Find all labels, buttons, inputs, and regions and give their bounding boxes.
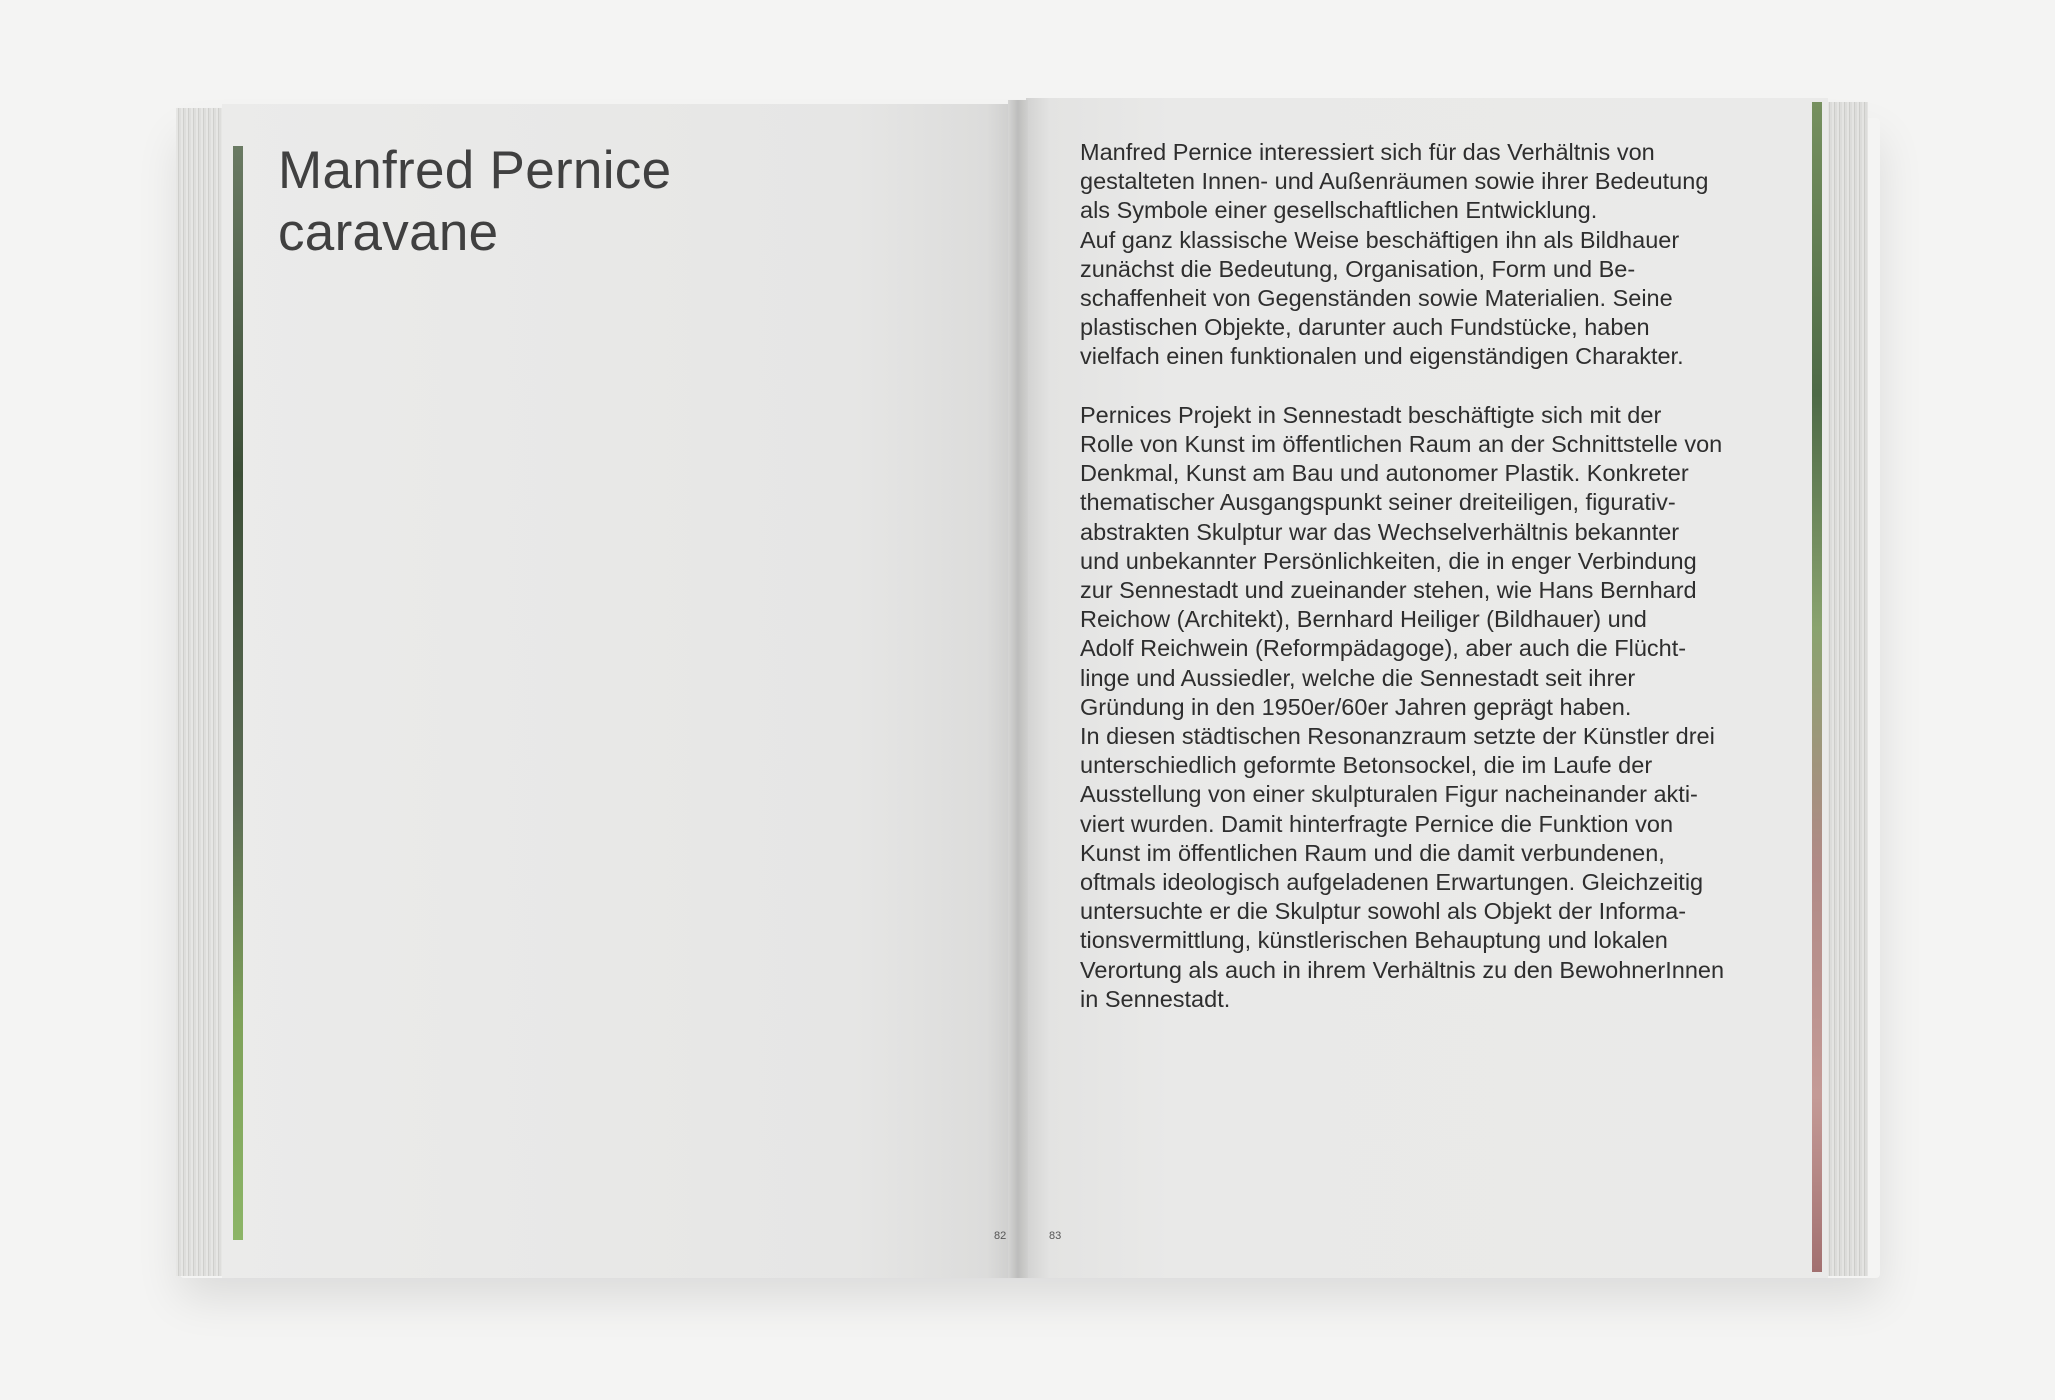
text-line: schaffenheit von Gegenständen sowie Materialien. Seine <box>1080 285 1673 312</box>
text-line: Verortung als auch in ihrem Verhältnis zu den BewohnerInnen <box>1080 956 1725 983</box>
text-line: als Symbole einer gesellschaftlichen Entwicklung. <box>1080 197 1598 224</box>
text-line: in Sennestadt. <box>1080 985 1231 1012</box>
text-line: Ausstellung von einer skulpturalen Figur nacheinander akti- <box>1080 781 1698 808</box>
text-line: plastischen Objekte, darunter auch Fundstücke, haben <box>1080 314 1650 341</box>
page-number-right: 83 <box>1049 1230 1062 1242</box>
text-line: zunächst die Bedeutung, Organisation, Form und Be- <box>1080 255 1636 282</box>
text-line: abstrakten Skulptur war das Wechselverhältnis bekannter <box>1080 518 1680 545</box>
text-line: Reichow (Architekt), Bernhard Heiliger (Bildhauer) und <box>1080 606 1647 633</box>
page-number-left: 82 <box>994 1230 1007 1242</box>
left-page <box>222 104 1010 1278</box>
text-line: linge und Aussiedler, welche die Sennestadt seit ihrer <box>1080 664 1636 691</box>
text-line: untersuchte er die Skulptur sowohl als Objekt der Informa- <box>1080 898 1687 925</box>
text-line: oftmals ideologisch aufgeladenen Erwartungen. Gleichzeitig <box>1080 869 1704 896</box>
text-line: In diesen städtischen Resonanzraum setzte der Künstler drei <box>1080 723 1715 750</box>
photo-edge-strip-left <box>233 146 243 1240</box>
book-gutter <box>1008 100 1028 1278</box>
text-line: thematischer Ausgangspunkt seiner dreiteiligen, figurativ- <box>1080 489 1676 516</box>
text-line: Adolf Reichwein (Reformpädagoge), aber auch die Flücht- <box>1080 635 1687 662</box>
title-line: caravane <box>278 203 499 262</box>
title-line: Manfred Pernice <box>278 141 672 200</box>
paragraph-gap <box>1080 372 1800 401</box>
text-line: Rolle von Kunst im öffentlichen Raum an der Schnittstelle von <box>1080 431 1723 458</box>
paragraph-1 <box>1080 138 1800 372</box>
page-title <box>278 140 671 264</box>
text-line: unterschiedlich geformte Betonsockel, die im Laufe der <box>1080 752 1653 779</box>
text-line: Manfred Pernice interessiert sich für das Verhältnis von <box>1080 139 1655 165</box>
text-line: und unbekannter Persönlichkeiten, die in enger Verbindung <box>1080 547 1697 574</box>
paragraph-2 <box>1080 401 1800 1014</box>
text-line: gestalteten Innen- und Außenräumen sowie ihrer Bedeutung <box>1080 168 1709 195</box>
text-line: vielfach einen funktionalen und eigenständigen Charakter. <box>1080 343 1684 370</box>
photo-edge-strip-right <box>1812 102 1822 1272</box>
text-line: Gründung in den 1950er/60er Jahren geprägt haben. <box>1080 693 1632 720</box>
text-line: Pernices Projekt in Sennestadt beschäftigte sich mit der <box>1080 401 1662 428</box>
text-line: Kunst im öffentlichen Raum und die damit verbundenen, <box>1080 839 1665 866</box>
text-line: zur Sennestadt und zueinander stehen, wie Hans Bernhard <box>1080 577 1697 604</box>
text-line: Auf ganz klassische Weise beschäftigen ihn als Bildhauer <box>1080 226 1680 253</box>
text-line: Denkmal, Kunst am Bau und autonomer Plastik. Konkreter <box>1080 460 1689 487</box>
text-line: tionsvermittlung, künstlerischen Behauptung und lokalen <box>1080 927 1668 954</box>
body-text <box>1080 138 1800 1014</box>
text-line: viert wurden. Damit hinterfragte Pernice die Funktion von <box>1080 810 1674 837</box>
